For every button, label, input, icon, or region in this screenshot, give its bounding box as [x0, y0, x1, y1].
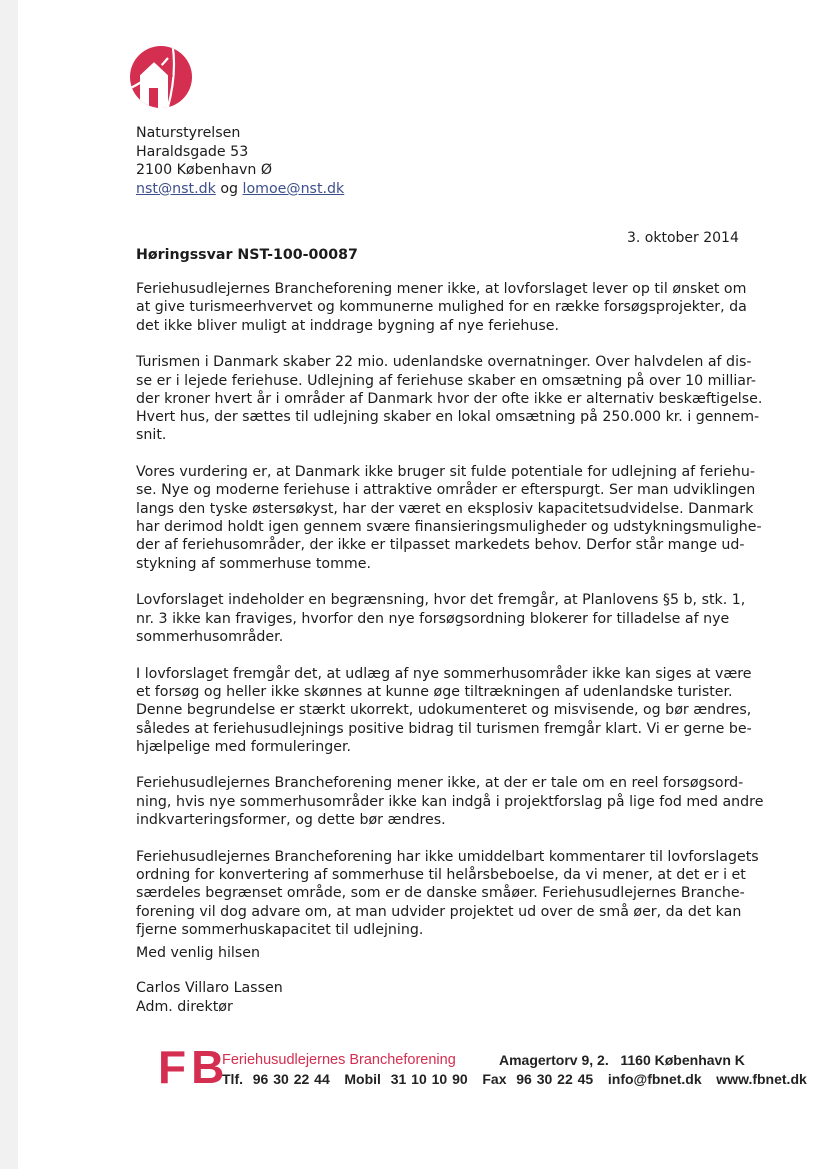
paragraph-line: Vores vurdering er, at Danmark ikke bruger sit fulde potentiale for udlejning af feriehu-	[136, 464, 755, 481]
paragraph-line: indkvarteringsformer, og dette bør ændres.	[136, 812, 446, 829]
letter-body	[136, 280, 764, 958]
paragraph-line: forening vil dog advare om, at man udvider projektet ud over de små øer, da det kan	[136, 903, 742, 920]
letter-subject: Høringssvar NST-100-00087	[136, 247, 358, 263]
paragraph-line: det ikke bliver muligt at inddrage bygning af nye feriehuse.	[136, 317, 560, 334]
recipient-city: 2100 København Ø	[136, 162, 273, 179]
paragraph-line: der af feriehusområder, der ikke er tilpasset markedets behov. Derfor står mange ud-	[136, 537, 745, 554]
paragraph-line: I lovforslaget fremgår det, at udlæg af nye sommerhusområder ikke kan siges at være	[136, 665, 752, 682]
body-paragraph	[136, 665, 752, 756]
paragraph-line: fjerne sommerhuskapacitet til udlejning.	[136, 921, 424, 938]
recipient-name: Naturstyrelsen	[136, 125, 241, 141]
paragraph-line: ordning for konvertering af sommerhuse til helårsbeboelse, da vi mener, at det er i et	[136, 867, 746, 884]
paragraph-line: således at feriehusudlejnings positive bidrag til turismen fremgår klart. Vi er gerne be-	[136, 720, 752, 737]
paragraph-line: Feriehusudlejernes Brancheforening mener ikke, at lovforslaget lever op til ønsket om	[136, 281, 747, 297]
fb-logo	[158, 1041, 226, 1093]
closing-greeting: Med venlig hilsen	[136, 945, 260, 961]
recipient-emails	[136, 180, 344, 199]
paragraph-line: snit.	[136, 427, 167, 444]
signatory-name: Carlos Villaro Lassen	[136, 980, 283, 997]
recipient-street: Haraldsgade 53	[136, 143, 249, 160]
signatory-title: Adm. direktør	[136, 998, 233, 1015]
letter-date: 3. oktober 2014	[627, 230, 739, 246]
paragraph-line: et forsøg og heller ikke skønnes at kunne øge tiltrækningen af udenlandske turister.	[136, 683, 733, 700]
recipient-address	[136, 124, 344, 198]
email-separator: og	[220, 180, 239, 197]
body-paragraph	[136, 591, 746, 646]
fb-logo-f: F	[158, 1041, 188, 1093]
body-paragraph	[136, 280, 747, 335]
paragraph-line: særdeles begrænset område, som er de danske småøer. Feriehusudlejernes Branche-	[136, 885, 745, 902]
paragraph-line: stykning af sommerhuse tomme.	[136, 555, 371, 572]
paragraph-line: at give turismeerhvervet og kommunerne mulighed for en række forsøgsprojekter, da	[136, 299, 747, 316]
house-globe-logo	[128, 44, 194, 110]
paragraph-line: Turismen i Danmark skaber 22 mio. udenlandske overnatninger. Over halvdelen af dis-	[136, 354, 752, 371]
body-paragraph	[136, 353, 763, 444]
page-edge	[0, 0, 18, 1169]
body-paragraph	[136, 848, 759, 939]
paragraph-line: Hvert hus, der sættes til udlejning skaber en lokal omsætning på 250.000 kr. i gennem-	[136, 409, 760, 426]
paragraph-line: Feriehusudlejernes Brancheforening mener ikke, at der er tale om en reel forsøgsord-	[136, 775, 744, 792]
paragraph-line: hjælpelige med formuleringer.	[136, 738, 352, 755]
footer-organization: Feriehusudlejernes Brancheforening	[222, 1052, 456, 1068]
paragraph-line: nr. 3 ikke kan fraviges, hvorfor den nye forsøgsordning blokerer for tilladelse af nye	[136, 610, 730, 627]
email-link-2[interactable]: lomoe@nst.dk	[242, 180, 345, 197]
paragraph-line: se. Nye og moderne feriehuse i attraktive områder er efterspurgt. Ser man udviklingen	[136, 482, 756, 499]
body-paragraph	[136, 463, 762, 573]
paragraph-line: sommerhusområder.	[136, 628, 284, 645]
email-link-1[interactable]: nst@nst.dk	[136, 180, 216, 197]
footer-contacts: Tlf. 96 30 22 44 Mobil 31 10 10 90 Fax 96 30 22 45 info@fbnet.dk www.fbnet.dk	[222, 1071, 807, 1087]
paragraph-line: ning, hvis nye sommerhusområder ikke kan indgå i projektforslag på lige fod med andre	[136, 793, 764, 810]
paragraph-line: der kroner hvert år i områder af Danmark hvor der ofte ikke er alternativ beskæftigelse.	[136, 390, 763, 407]
fb-logo-b: B	[191, 1041, 226, 1093]
paragraph-line: langs den tyske østersøkyst, har der været en eksplosiv kapacitetsudvidelse. Danmark	[136, 500, 754, 517]
footer-address: Amagertorv 9, 2. 1160 København K	[499, 1052, 745, 1068]
paragraph-line: se er i lejede feriehuse. Udlejning af feriehuse skaber en omsætning på over 10 milliar-	[136, 372, 757, 389]
body-paragraph	[136, 774, 764, 829]
paragraph-line: Denne begrundelse er stærkt ukorrekt, udokumenteret og misvisende, og bør ændres,	[136, 702, 752, 719]
paragraph-line: Feriehusudlejernes Brancheforening har ikke umiddelbart kommentarer til lovforslagets	[136, 848, 759, 865]
paragraph-line: har derimod holdt igen gennem svære finansieringsmuligheder og udstykningsmulighe-	[136, 519, 762, 536]
paragraph-line: Lovforslaget indeholder en begrænsning, hvor det fremgår, at Planlovens §5 b, stk. 1,	[136, 592, 746, 609]
letter-closing	[136, 944, 283, 1016]
